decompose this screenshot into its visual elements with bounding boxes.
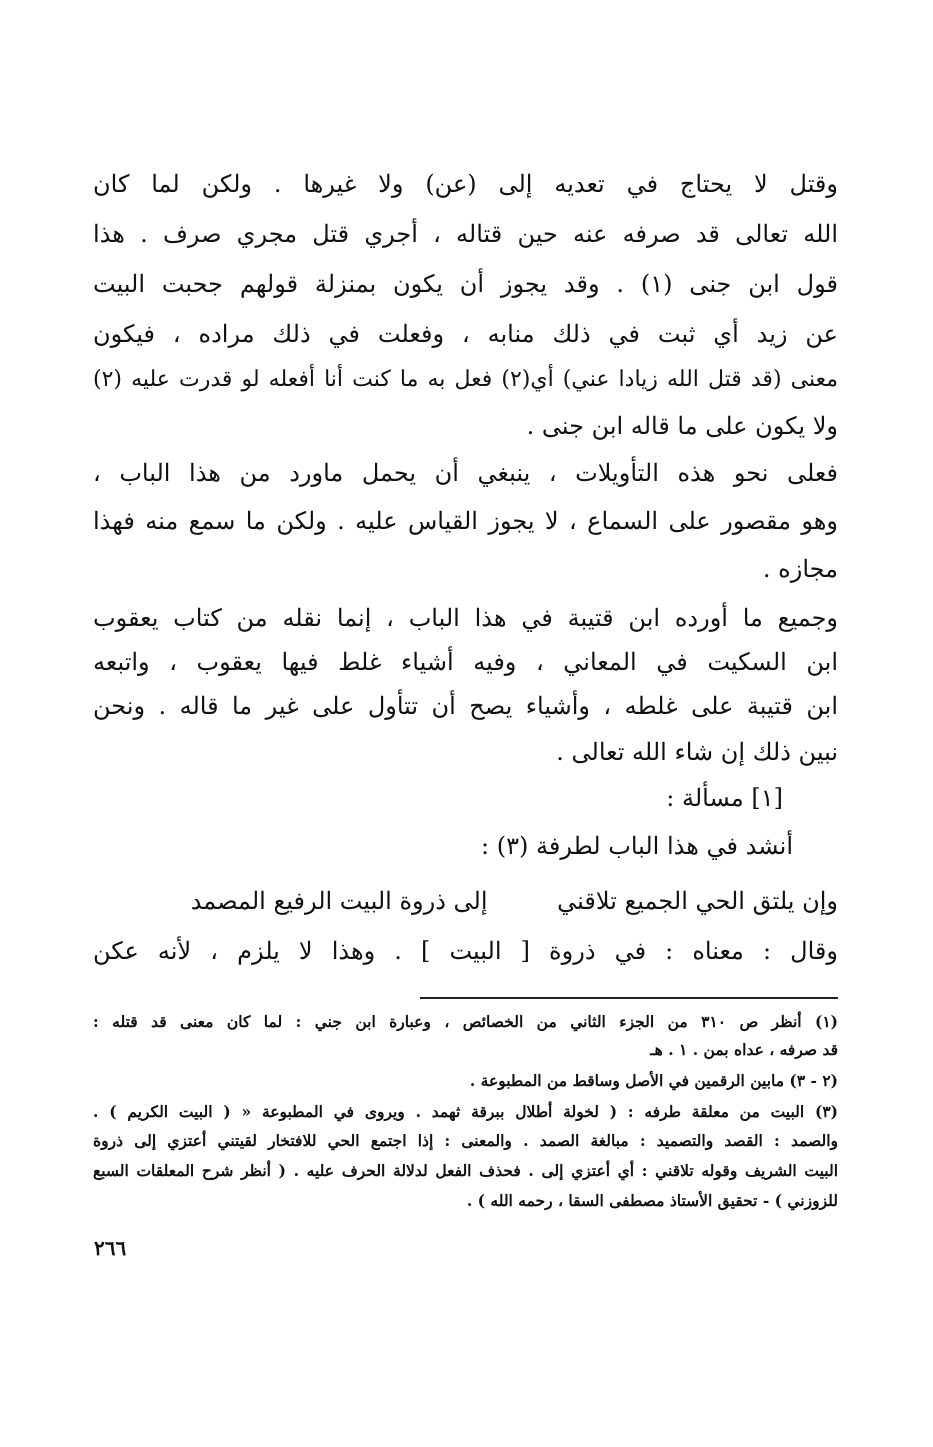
body-line-7: فعلى نحو هذه التأويلات ، ينبغي أن يحمل ماورد من هذا الباب ، [93,459,838,487]
problem-heading: [١] مسألة : [666,784,783,812]
body-line-6: ولا يكون على ما قاله ابن جنى . [526,412,838,440]
footnote-separator [420,997,838,999]
body-line-8: وهو مقصور على السماع ، لا يجوز القياس عليه . ولكن ما سمع منه فهذا [93,507,838,535]
body-line-10: وجميع ما أورده ابن قتيبة في هذا الباب ، إنما نقله من كتاب يعقوب [93,604,838,632]
body-line-11: ابن السكيت في المعاني ، وفيه أشياء غلط فيها يعقوب ، واتبعه [93,648,838,676]
footnote-3-line-3: البيت الشريف وقوله تلاقني : أي أعتزي إلى . فحذف الفعل لدلالة الحرف عليه . ( أنظر شرح المعلقات السبع [93,1161,838,1180]
verse-second-hemistich: إلى ذروة البيت الرفيع المصمد [190,887,488,915]
page-number: ٢٦٦ [94,1236,127,1260]
footnote-3-line-2: والصمد : القصد والتصميد : مبالغة الصمد . والمعنى : إذا اجتمع الحي للافتخار لقيتني أعتزي إلى ذروة [93,1131,838,1150]
footnote-3-line-4: للزوزني ) - تحقيق الأستاذ مصطفى السقا ، رحمه الله ) . [466,1191,838,1210]
body-line-1: وقتل لا يحتاج في تعديه إلى (عن) ولا غيرها . ولكن لما كان [93,170,838,198]
footnote-2: (٢ - ٣) مابين الرقمين في الأصل وساقط من المطبوعة . [469,1071,838,1090]
body-line-16: وقال : معناه : في ذروة [ البيت ] . وهذا لا يلزم ، لأنه عكن [93,937,838,965]
verse-first-hemistich: وإن يلتق الحي الجميع تلاقني [557,887,838,915]
body-line-3: قول ابن جنى (١) . وقد يجوز أن يكون بمنزلة قولهم جحبت البيت [93,270,838,298]
body-line-12: ابن قتيبة على غلطه ، وأشياء يصح أن تتأول على غير ما قاله . ونحن [93,692,838,720]
body-line-9: مجازه . [762,555,838,583]
poem-intro: أنشد في هذا الباب لطرفة (٣) : [481,832,793,860]
footnote-3-line-1: (٣) البيت من معلقة طرفه : ( لخولة أطلال ببرقة ثهمد . ويروى في المطبوعة « ( البيت الكريم ) . [93,1102,838,1121]
body-line-2: الله تعالى قد صرفه عنه حين قتاله ، أجري قتل مجري صرف . هذا [93,220,838,248]
footnote-1-line-1: (١) أنظر ص ٣١٠ من الجزء الثاني من الخصائص ، وعبارة ابن جني : لما كان معنى قد قتله : [93,1012,838,1031]
body-line-4: عن زيد أي ثبت في ذلك منابه ، وفعلت في ذلك مراده ، فيكون [93,320,838,348]
body-line-13: نبين ذلك إن شاء الله تعالى . [556,738,838,766]
verse [93,881,838,921]
footnote-1-line-2: قد صرفه ، عداه بمن . ١ . هـ [650,1040,838,1059]
body-line-5: معنى (قد قتل الله زيادا عني) أي(٢) فعل به ما كنت أنا أفعله لو قدرت عليه (٢) [93,367,838,392]
